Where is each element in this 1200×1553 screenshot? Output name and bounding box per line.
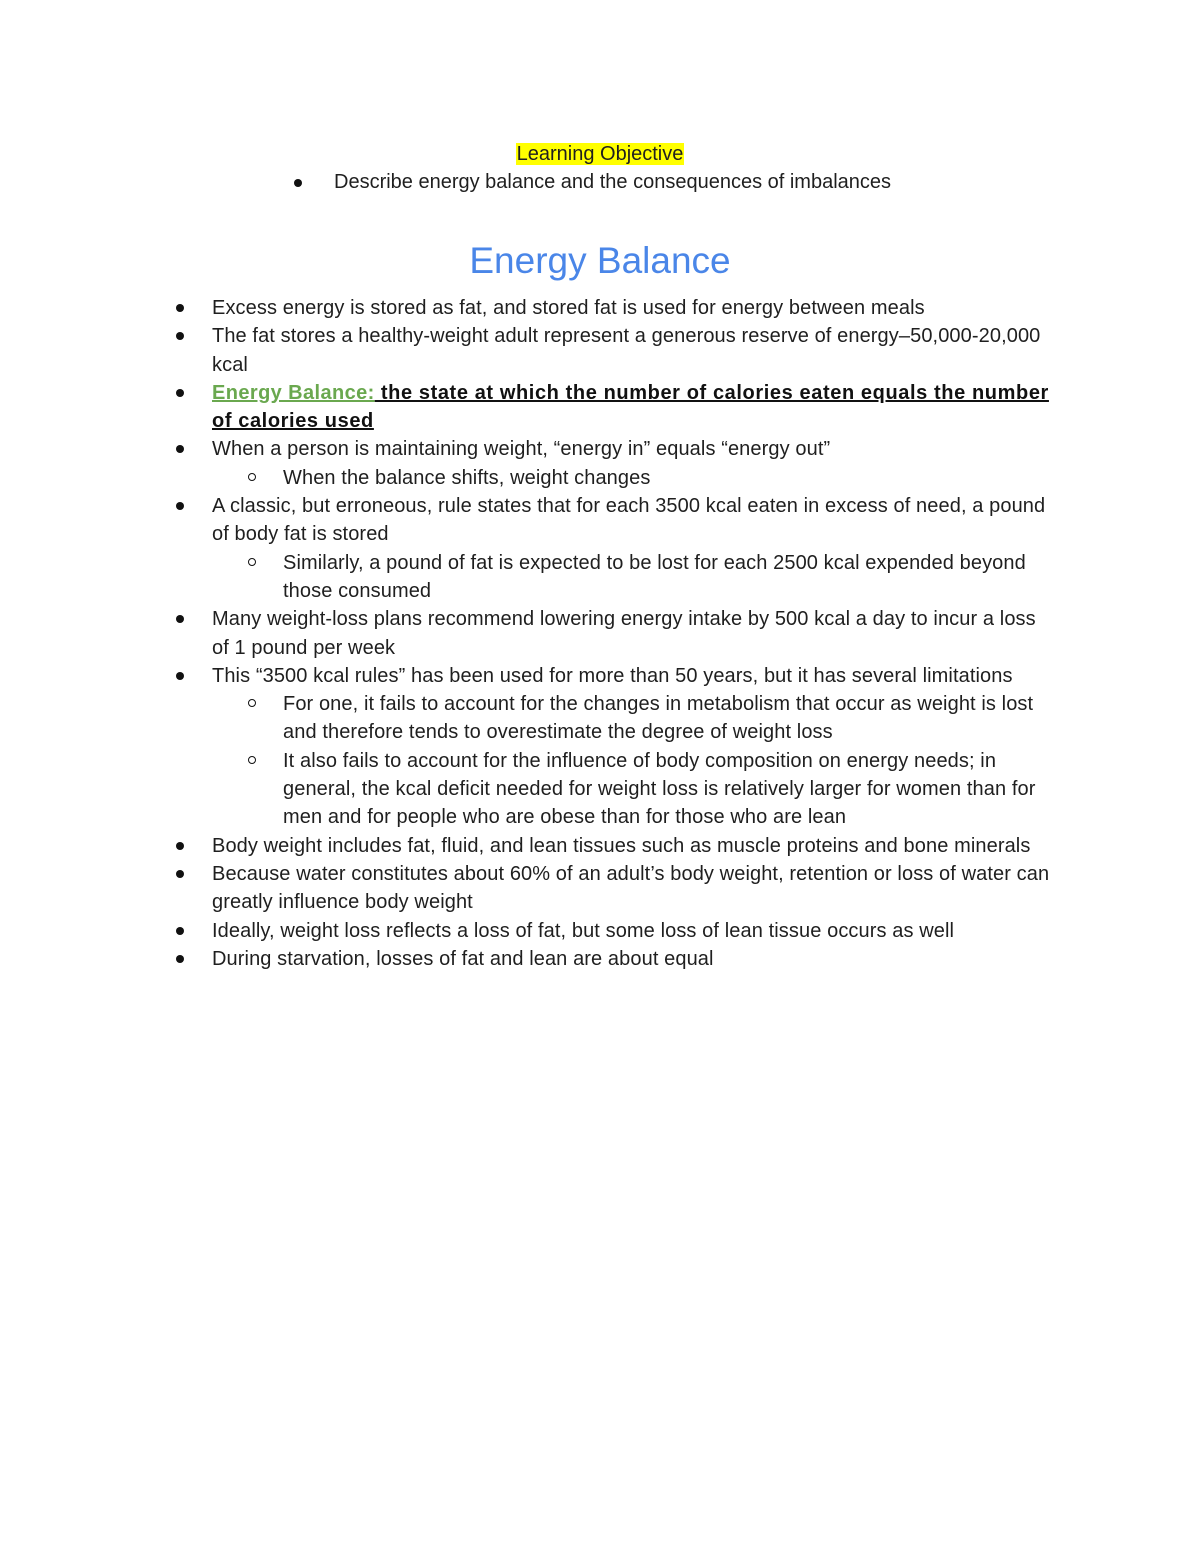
bullet-dot-icon <box>294 179 302 187</box>
bullet-dot-icon <box>176 445 184 453</box>
bullet-circle-icon <box>248 473 256 481</box>
list-item <box>0 294 1057 322</box>
bullet-dot-icon <box>176 615 184 623</box>
bullet-circle-icon <box>248 558 256 566</box>
learning-objective-text: Describe energy balance and the consequences of imbalances <box>334 171 892 193</box>
list-item-text: Excess energy is stored as fat, and stored fat is used for energy between meals <box>212 297 925 319</box>
bullet-dot-icon <box>176 955 184 963</box>
bullet-dot-icon <box>176 332 184 340</box>
bullet-circle-icon <box>248 756 256 764</box>
sub-list-item-text: It also fails to account for the influence of body composition on energy needs; in general, the kcal deficit needed for weight loss is relatively larger for women than for men and for people who are obese than for those who are lean <box>283 749 1036 829</box>
bullet-dot-icon <box>176 672 184 680</box>
list-item-text: This “3500 kcal rules” has been used for more than 50 years, but it has several limitations <box>212 664 1013 687</box>
list-item-text: Because water constitutes about 60% of an adult’s body weight, retention or loss of water can greatly influence body weight <box>212 862 1050 914</box>
learning-objective-label: Learning Objective <box>516 143 684 165</box>
list-item <box>0 860 1057 917</box>
bullet-list <box>0 294 1200 973</box>
list-item-text: During starvation, losses of fat and lean are about equal <box>212 947 714 970</box>
list-item-text: When a person is maintaining weight, “energy in” equals “energy out” <box>212 438 831 461</box>
sub-list-item <box>0 464 1058 492</box>
bullet-dot-icon <box>176 389 184 397</box>
list-item <box>0 945 1057 973</box>
bullet-dot-icon <box>176 927 184 935</box>
list-item <box>0 322 1057 379</box>
list-item-text: A classic, but erroneous, rule states that for each 3500 kcal eaten in excess of need, a pound of body fat is stored <box>212 495 1046 546</box>
list-item-text: Body weight includes fat, fluid, and lean tissues such as muscle proteins and bone minerals <box>212 834 1031 857</box>
list-item-text: The fat stores a healthy-weight adult represent a generous reserve of energy–50,000-20,000 kcal <box>212 325 1041 376</box>
bullet-dot-icon <box>176 304 184 312</box>
sub-list-item <box>0 747 1058 832</box>
learning-objective-heading <box>0 141 1200 167</box>
list-item <box>0 662 1057 690</box>
bullet-dot-icon <box>176 842 184 850</box>
sub-list-item-text: Similarly, a pound of fat is expected to be lost for each 2500 kcal expended beyond those consumed <box>283 551 1026 602</box>
list-item <box>0 832 1057 860</box>
sub-list-item <box>0 549 1058 606</box>
list-item-text: Ideally, weight loss reflects a loss of fat, but some loss of lean tissue occurs as well <box>212 919 955 942</box>
learning-objective-item <box>296 169 891 195</box>
list-item <box>0 605 1057 662</box>
definition-term: Energy Balance: <box>212 381 375 404</box>
definition-text: the state at which the number of calories eaten equals the number of calories used <box>212 381 1049 433</box>
list-item <box>0 917 1057 945</box>
sub-list-item-text: When the balance shifts, weight changes <box>283 466 651 489</box>
list-item-text: Many weight-loss plans recommend lowering energy intake by 500 kcal a day to incur a loss of 1 pound per week <box>212 608 1036 659</box>
list-item <box>0 492 1057 549</box>
sub-list-item-text: For one, it fails to account for the changes in metabolism that occur as weight is lost and therefore tends to overestimate the degree of weight loss <box>283 693 1034 744</box>
list-item <box>0 435 1057 463</box>
definition-item <box>0 379 1057 436</box>
bullet-circle-icon <box>248 699 256 707</box>
bullet-dot-icon <box>176 870 184 878</box>
bullet-dot-icon <box>176 502 184 510</box>
section-title: Energy Balance <box>469 240 731 281</box>
sub-list-item <box>0 690 1058 747</box>
